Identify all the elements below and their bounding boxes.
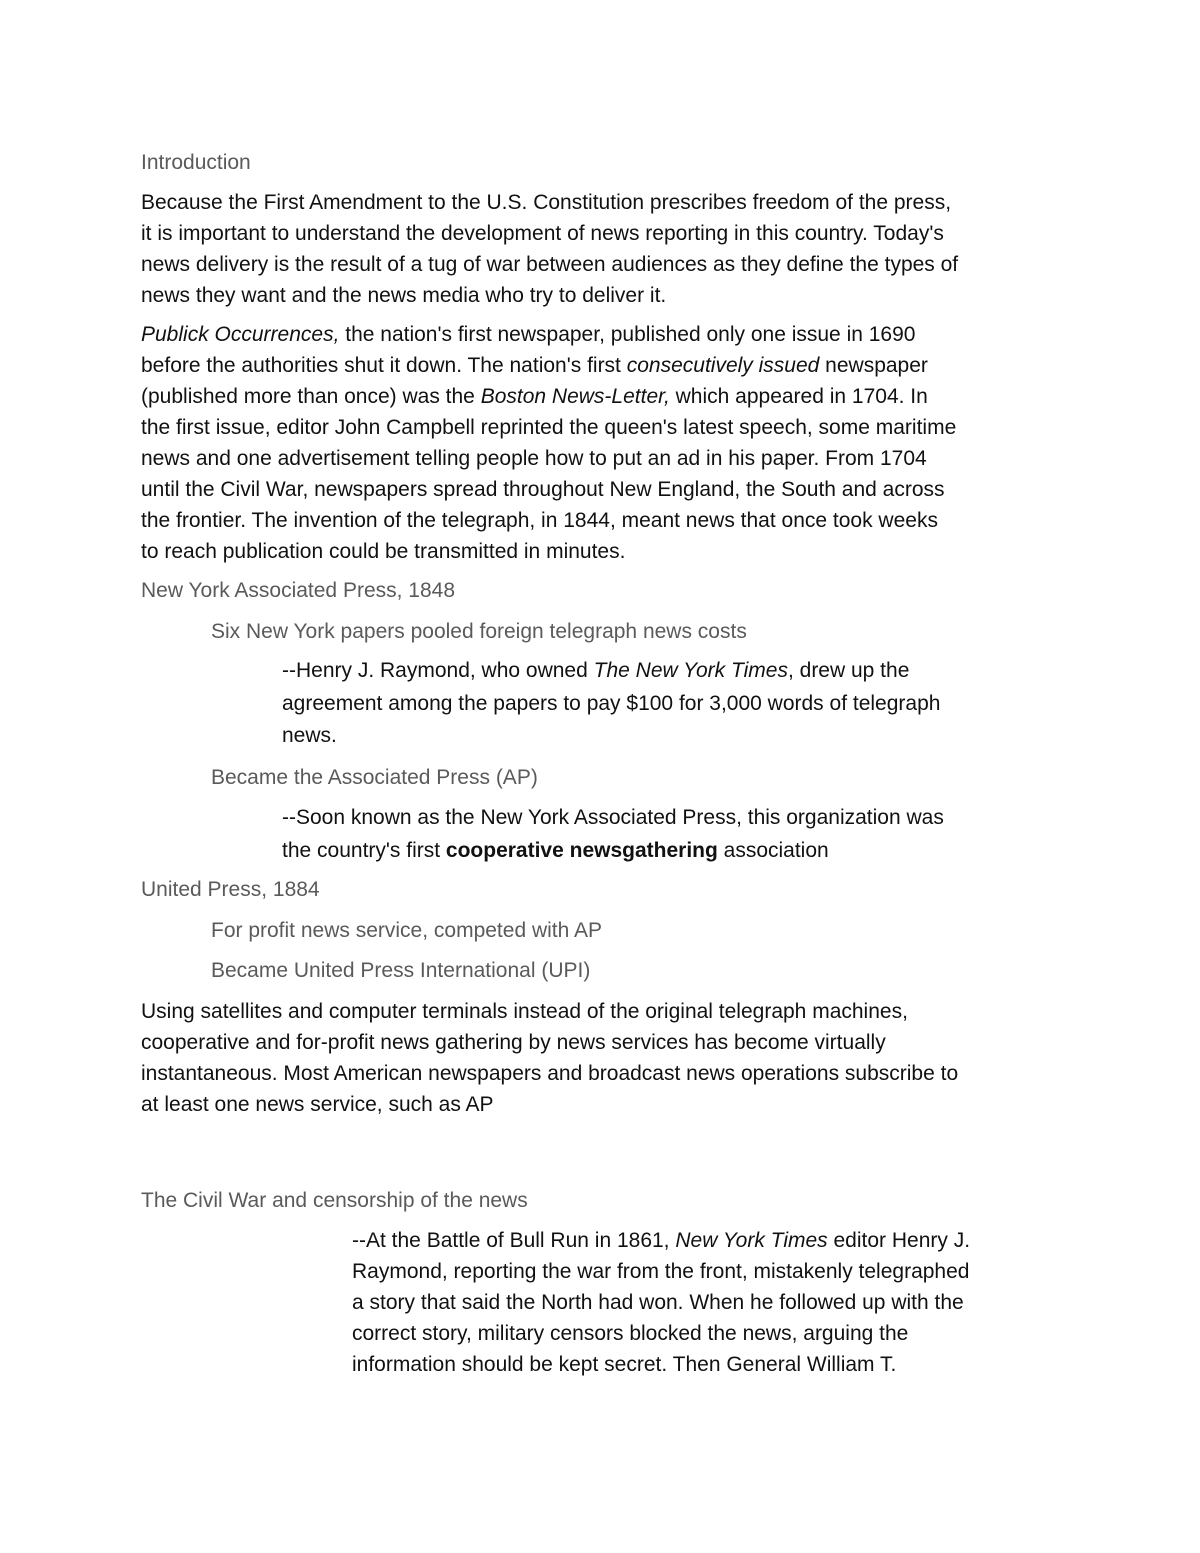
section-heading-united-press: United Press, 1884 — [141, 878, 320, 901]
emphasis-text: consecutively issued — [626, 354, 820, 377]
text-line: Publick Occurrences, the nation's first newspaper, published only one issue in 1690 — [141, 323, 916, 346]
text-line: agreement among the papers to pay $100 for 3,000 words of telegraph — [282, 691, 941, 715]
publication-title: Publick Occurrences, — [141, 323, 340, 346]
text-line: news delivery is the result of a tug of war between audiences as they define the types of — [141, 253, 959, 276]
subheading-became-ap: Became the Associated Press (AP) — [211, 766, 538, 789]
text-line: news and one advertisement telling people how to put an ad in his paper. From 1704 — [141, 447, 927, 470]
text-line: the first issue, editor John Campbell reprinted the queen's latest speech, some maritime — [141, 416, 957, 439]
text-line: Using satellites and computer terminals instead of the original telegraph machines, — [141, 1000, 908, 1023]
text-line: the country's first cooperative newsgathering association — [282, 838, 829, 862]
text-line: Raymond, reporting the war from the front, mistakenly telegraphed — [352, 1260, 970, 1283]
section-heading-introduction: Introduction — [141, 151, 251, 174]
publication-title: Boston News-Letter, — [480, 385, 670, 408]
text-line: --At the Battle of Bull Run in 1861, New York Times editor Henry J. — [352, 1229, 971, 1252]
history-paragraph — [141, 319, 1071, 567]
text-line: news they want and the news media who try to deliver it. — [141, 284, 667, 307]
services-paragraph — [141, 996, 1071, 1120]
note-raymond-agreement — [282, 655, 1042, 753]
subheading-became-upi: Became United Press International (UPI) — [211, 959, 591, 982]
text-line: correct story, military censors blocked the news, arguing the — [352, 1322, 909, 1345]
text-line: instantaneous. Most American newspapers and broadcast news operations subscribe to — [141, 1062, 959, 1085]
publication-title: New York Times — [675, 1229, 828, 1252]
text-line: (published more than once) was the Boston News-Letter, which appeared in 1704. In — [141, 385, 928, 408]
text-line: before the authorities shut it down. The nation's first consecutively issued newspaper — [141, 354, 928, 377]
text-line: news. — [282, 724, 337, 747]
text-line: Because the First Amendment to the U.S. Constitution prescribes freedom of the press, — [141, 191, 952, 214]
text-line: at least one news service, such as AP — [141, 1093, 494, 1116]
subheading-pooled-costs: Six New York papers pooled foreign telegraph news costs — [211, 620, 747, 643]
text-line: a story that said the North had won. When he followed up with the — [352, 1291, 964, 1314]
text-line: the frontier. The invention of the telegraph, in 1844, meant news that once took weeks — [141, 509, 938, 532]
text-line: cooperative and for-profit news gathering by news services has become virtually — [141, 1031, 886, 1054]
intro-paragraph — [141, 187, 1071, 311]
section-heading-nyap: New York Associated Press, 1848 — [141, 579, 456, 602]
text-line: it is important to understand the development of news reporting in this country. Today's — [141, 222, 944, 245]
text-line: until the Civil War, newspapers spread throughout New England, the South and across — [141, 478, 945, 501]
text-line: to reach publication could be transmitted in minutes. — [141, 540, 626, 563]
text-line: information should be kept secret. Then General William T. — [352, 1353, 897, 1376]
text-line: --Soon known as the New York Associated Press, this organization was — [282, 806, 944, 829]
note-bull-run — [352, 1225, 1062, 1380]
text-line: --Henry J. Raymond, who owned The New York Times, drew up the — [282, 659, 910, 682]
bold-term: cooperative newsgathering — [445, 838, 718, 862]
section-heading-civil-war: The Civil War and censorship of the news — [141, 1189, 528, 1212]
note-cooperative — [282, 802, 1042, 867]
publication-title: The New York Times — [593, 659, 788, 682]
subheading-for-profit: For profit news service, competed with AP — [211, 919, 602, 942]
